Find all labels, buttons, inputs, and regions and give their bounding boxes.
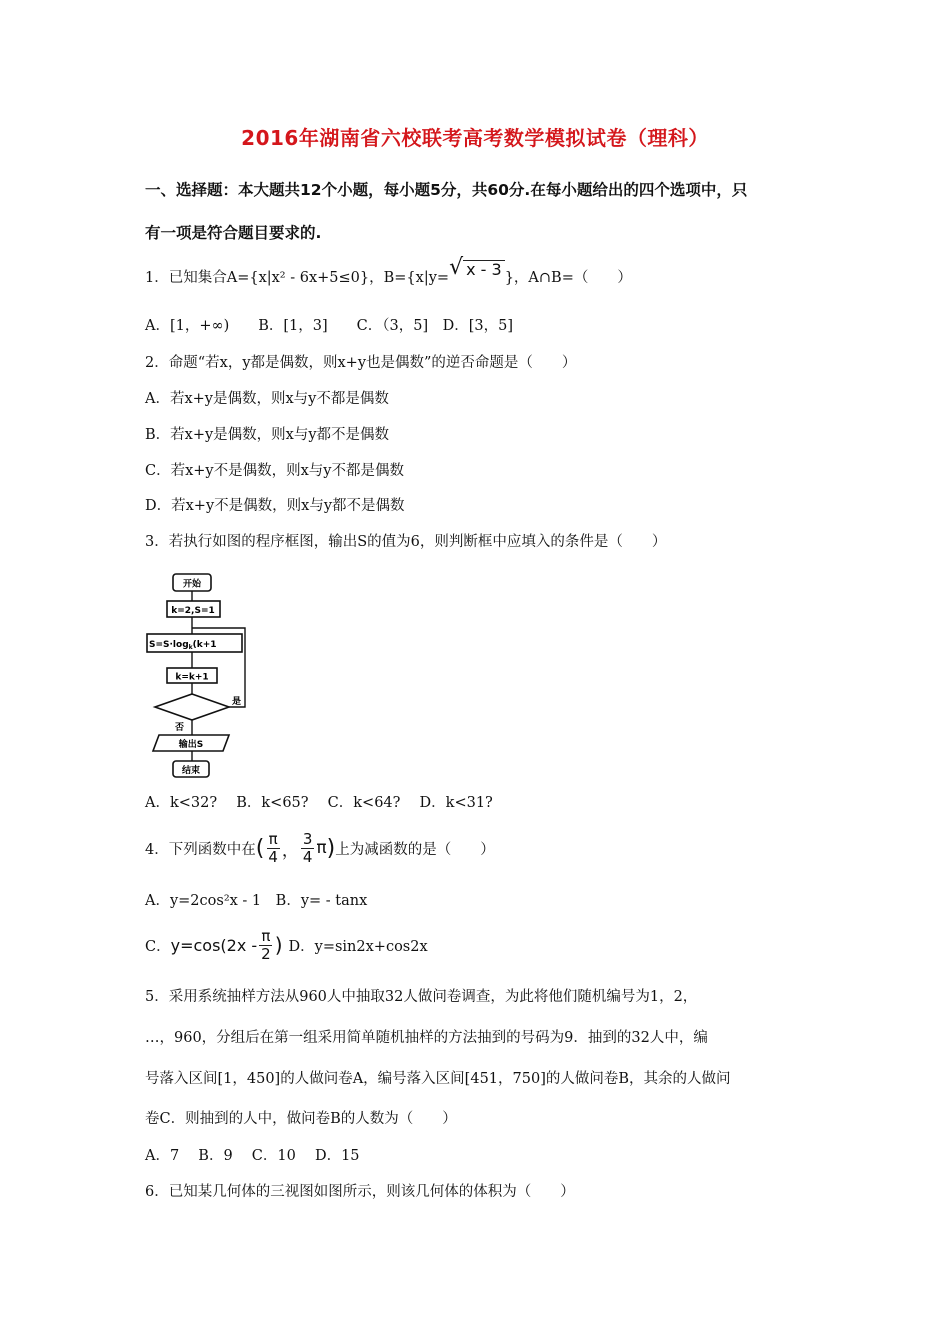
- question-2-stem: 2．命题“若x，y都是偶数，则x+y也是偶数”的逆否命题是（ ）: [145, 355, 577, 371]
- fraction-pi-over-4: $\frac{\pi}{4}$: [268, 829, 278, 866]
- flow-no-label: 否: [175, 723, 185, 733]
- flow-output-label: 输出S: [178, 740, 204, 750]
- q4-option-c-label: C．: [145, 938, 171, 955]
- question-5-line-4: 卷C．则抽到的人中，做问卷B的人数为（ ）: [145, 1111, 457, 1127]
- flow-start-label: 开始: [182, 579, 202, 590]
- question-6-stem: 6．已知某几何体的三视图如图所示，则该几何体的体积为（ ）: [145, 1184, 575, 1200]
- question-5-line-1: 5．采用系统抽样方法从960人中抽取32人做问卷调查，为此将他们随机编号为1，2，: [145, 989, 698, 1005]
- q1-stem-part-b: }，A∩B=（ ）: [504, 270, 632, 286]
- section-heading-line-2: 有一项是符合题目要求的.: [145, 224, 322, 242]
- sqrt-expression: [449, 257, 505, 279]
- question-5-line-3: 号落入区间[1，450]的人做问卷A，编号落入区间[451，750]的人做问卷B，其余的人做问: [145, 1071, 731, 1087]
- q4-option-d: D．y=sin2x+cos2x: [288, 938, 428, 955]
- question-1-options: A．[1，+∞) B．[1，3] C．（3，5] D．[3，5]: [145, 318, 513, 334]
- q4-interval-expression: ( $\frac{\pi}{4}$ ， $\frac{3}{4}$ π ): [255, 829, 336, 866]
- flow-decision-diamond: [155, 694, 229, 720]
- fraction-pi-over-2: $\frac{\pi}{2}$: [261, 926, 271, 963]
- sqrt-argument: x - 3: [463, 260, 505, 279]
- question-4-stem: [145, 826, 495, 870]
- program-flowchart: [145, 570, 249, 780]
- radical-sign-icon: √: [449, 255, 464, 280]
- q4-stem-part-a: 4．下列函数中在: [145, 841, 256, 858]
- flow-update-s-label: $S=S\cdot\log_k(k+1$: [149, 640, 217, 651]
- question-5-line-2: …，960，分组后在第一组采用简单随机抽样的方法抽到的号码为9．抽到的32人中，编: [145, 1030, 708, 1046]
- fraction-3-over-4: $\frac{3}{4}$: [302, 829, 313, 866]
- question-3-options: A．k<32? B．k<65? C．k<64? D．k<31?: [145, 795, 493, 811]
- flow-update-k-label: k=k+1: [175, 672, 209, 683]
- exam-title: 2016年湖南省六校联考高考数学模拟试卷（理科）: [241, 126, 709, 150]
- question-2-option-d: D．若x+y不是偶数，则x与y都不是偶数: [145, 498, 405, 514]
- question-3-stem: 3．若执行如图的程序框图，输出S的值为6，则判断框中应填入的条件是（ ）: [145, 534, 667, 550]
- q1-stem-part-a: 1．已知集合A={x|x² - 6x+5≤0}，B={x|y=: [145, 270, 450, 286]
- section-heading-line-1: 一、选择题：本大题共12个小题，每小题5分，共60分.在每小题给出的四个选项中，只: [145, 181, 748, 199]
- flow-end-label: 结束: [181, 766, 201, 776]
- question-5-options: A．7 B．9 C．10 D．15: [145, 1148, 360, 1164]
- q4-option-c-expression: y=cos(2x - $\frac{\pi}{2}$ ): [170, 926, 283, 963]
- question-2-option-b: B．若x+y是偶数，则x与y都不是偶数: [145, 427, 390, 443]
- question-4-options-cd: [145, 925, 428, 965]
- q4-stem-part-b: 上为减函数的是（ ）: [335, 841, 495, 858]
- question-2-option-a: A．若x+y是偶数，则x与y不都是偶数: [145, 391, 389, 407]
- question-1-stem: [145, 255, 632, 289]
- question-2-option-c: C．若x+y不是偶数，则x与y不都是偶数: [145, 463, 404, 479]
- flow-yes-label: 是: [232, 697, 242, 707]
- flow-init-label: k=2,S=1: [171, 606, 215, 616]
- question-4-options-ab: A．y=2cos²x - 1 B．y= - tanx: [145, 893, 368, 909]
